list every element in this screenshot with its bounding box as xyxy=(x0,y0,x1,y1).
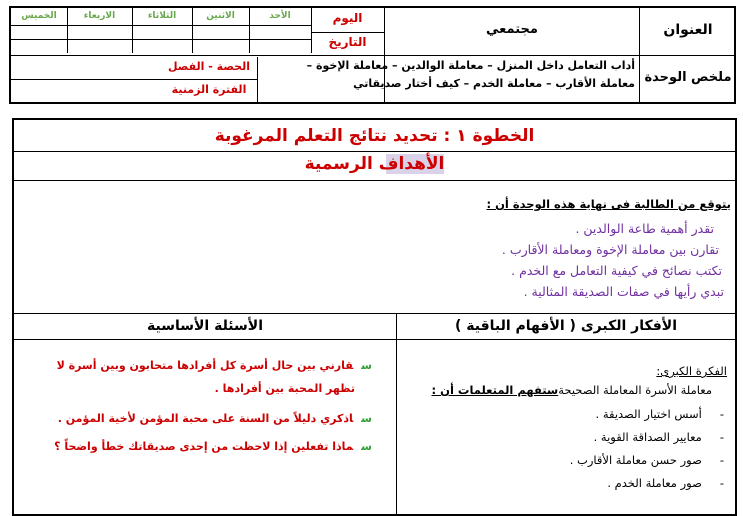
step-one-box xyxy=(12,118,737,516)
period-label: الحصة - الفصل xyxy=(167,60,251,73)
weekday-sunday: الأحد xyxy=(269,11,291,21)
question-text: قارني بين حال أسرة كل أفرادها متحابون وبين أسرة لا xyxy=(56,359,354,372)
question-marker: س xyxy=(361,359,372,372)
goal-item: تقارن بين معاملة الإخوة ومعاملة الأقارب . xyxy=(501,242,719,257)
weekday-wednesday: الاربعاء xyxy=(83,11,116,21)
understanding-item: -صور معاملة الخدم . xyxy=(607,476,724,490)
summary-text-line-1: أداب التعامل داخل المنزل – معاملة الوالدين – معاملة الإخوة – xyxy=(306,59,635,72)
expectation-intro: يتوقع من الطالبة فى نهاية هذه الوحدة أن : xyxy=(486,197,731,211)
date-label: التاريخ xyxy=(328,35,367,49)
divider xyxy=(396,313,397,514)
understanding-text: معايير الصداقة القوية . xyxy=(593,430,702,444)
goal-item: تبدي رأيها في صفات الصديقة المثالية . xyxy=(523,284,724,299)
weekday-monday: الاثنين xyxy=(206,11,235,21)
divider xyxy=(11,39,311,40)
divider xyxy=(11,25,311,26)
divider xyxy=(11,55,734,56)
divider xyxy=(14,313,735,314)
subject: مجتمعي xyxy=(486,22,538,37)
question-text: اذكري دليلاً من السنة على محبة المؤمن لأخية المؤمن . xyxy=(57,412,354,425)
summary-text-line-2: معاملة الأقارب – معاملة الخدم – كيف أختار صديقاتي xyxy=(353,77,635,90)
question-text: ماذا تفعلين إذا لاحظت من إحدى صديقاتك خطأ واضحاً ؟ xyxy=(54,440,354,453)
weekday-thursday: الخميس xyxy=(21,11,57,21)
divider xyxy=(257,57,258,102)
day-label: اليوم xyxy=(332,11,363,25)
step-title: الخطوة ١ : تحديد نتائج التعلم المرغوبة xyxy=(214,126,535,146)
divider xyxy=(11,79,257,80)
question-item xyxy=(22,359,372,372)
question-marker: س xyxy=(361,440,372,453)
big-idea-text-part-1: معاملة الأسرة المعاملة الصحيحة xyxy=(558,383,712,397)
question-marker: س xyxy=(361,412,372,425)
header-table xyxy=(9,6,736,104)
question-text-continued: تظهر المحبة بين أفرادها . xyxy=(214,382,355,395)
divider xyxy=(14,339,735,340)
essential-questions-header: الأسئلة الأساسية xyxy=(146,318,263,334)
divider xyxy=(311,32,384,33)
formal-goals-row xyxy=(14,154,735,174)
summary-label: ملخص الوحدة xyxy=(644,70,732,85)
timeframe-label: الفترة الزمنية xyxy=(171,83,247,96)
understanding-item: -معايير الصداقة القوية . xyxy=(593,430,724,444)
question-item xyxy=(22,440,372,453)
weekday-tuesday: الثلاثاء xyxy=(147,11,177,21)
understanding-text: أسس اختيار الصديقة . xyxy=(595,407,702,421)
big-idea-text xyxy=(404,383,712,397)
big-ideas-header: الأفكار الكبرى ( الأفهام الباقية ) xyxy=(454,318,678,334)
big-idea-label: الفكرة الكبرى: xyxy=(656,364,727,378)
title-label: العنوان xyxy=(663,22,713,38)
big-idea-text-part-2: ستفهم المتعلمات أن : xyxy=(431,383,559,397)
formal-goals-heading: الأهداف الرسمية xyxy=(304,154,445,174)
understanding-text: صور معاملة الخدم . xyxy=(607,476,702,490)
divider xyxy=(14,151,735,152)
question-item xyxy=(22,412,372,425)
goal-item: تقدر أهمية طاعة الوالدين . xyxy=(575,221,714,236)
understanding-item: -أسس اختيار الصديقة . xyxy=(595,407,724,421)
divider xyxy=(14,180,735,181)
understanding-text: صور حسن معاملة الأقارب . xyxy=(569,453,702,467)
goal-item: تكتب نصائح في كيفية التعامل مع الخدم . xyxy=(511,263,722,278)
understanding-item: -صور حسن معاملة الأقارب . xyxy=(569,453,724,467)
